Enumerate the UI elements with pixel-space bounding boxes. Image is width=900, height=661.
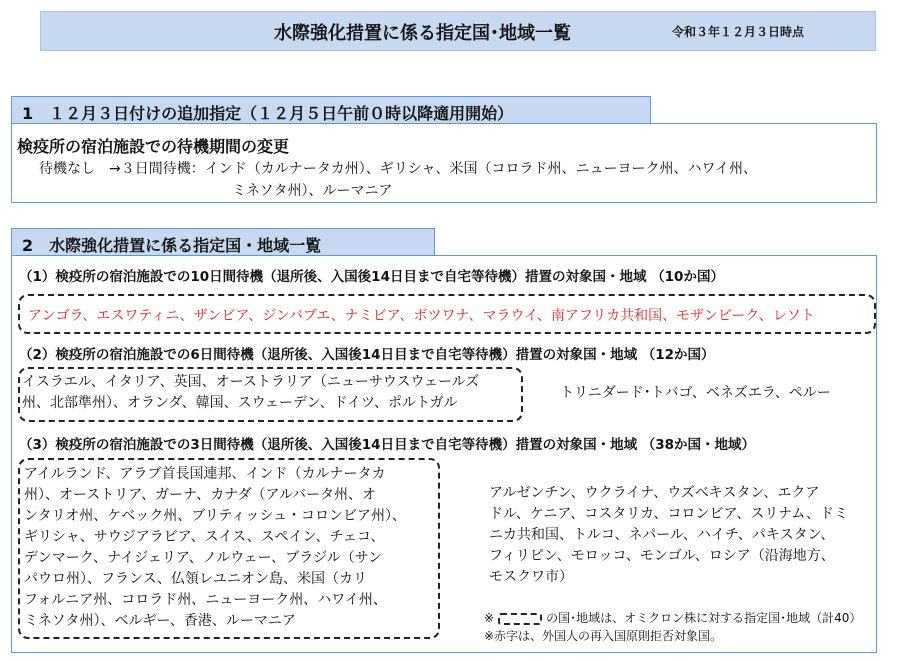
group3-boxed-line: ミネソタ州）、ベルギー、香港、ルーマニア xyxy=(24,613,296,629)
section2-heading: 2 水際強化措置に係る指定国・地域一覧 xyxy=(11,228,435,256)
group3-boxed-line: デンマーク、ナイジェリア、ノルウェー、ブラジル（サン xyxy=(24,550,383,566)
note1-prefix: ※ xyxy=(484,611,495,625)
note2: ※赤字は、外国人の再入国原則拒否対象国。 xyxy=(484,629,723,643)
group3-other-line: フィリピン、モロッコ、モンゴル、ロシア（沿海地方、 xyxy=(489,548,835,564)
group2-title: （2）検疫所の宿泊施設での6日間待機（退所後、入国後14日目まで自宅等待機）措置の対象国・地域 （12か国） xyxy=(19,347,715,363)
section1-heading: 1 １２月３日付けの追加指定（１２月５日午前０時以降適用開始） xyxy=(11,96,651,124)
group3-other-line: モスクワ市） xyxy=(489,569,573,585)
page-title: 水際強化措置に係る指定国･地域一覧 xyxy=(274,23,571,44)
section1-subtitle: 検疫所の宿泊施設での待機期間の変更 xyxy=(17,137,290,156)
group3-boxed-line: ギリシャ、サウジアラビア、スイス、スペイン、チェコ、 xyxy=(24,529,385,545)
group3-title: （3）検疫所の宿泊施設での3日間待機（退所後、入国後14日目まで自宅等待機）措置の対象国・地域 （38か国・地域） xyxy=(19,437,756,453)
group3-other-line: アルゼンチン、ウクライナ、ウズベキスタン、エクア xyxy=(489,485,820,501)
section1-line1: 待機なし →３日間待機：インド（カルナータカ州）、ギリシャ、米国（コロラド州、ニューヨーク州、ハワイ州、 xyxy=(39,161,758,177)
dashed-legend-icon xyxy=(498,613,542,625)
group2-boxed-line: 州、北部準州）、オランダ、韓国、スウェーデン、ドイツ、ポルトガル xyxy=(22,395,458,411)
group2-boxed-line: イスラエル、イタリア、英国、オーストラリア（ニューサウスウェールズ xyxy=(22,374,480,390)
group3-boxed-line: 州）、オーストリア、ガーナ、カナダ（アルバータ州、オ xyxy=(24,487,376,503)
group3-boxed-line: ンタリオ州、ケベック州、ブリティッシュ・コロンビア州）、 xyxy=(24,508,407,524)
section1-line2: ミネソタ州）、ルーマニア xyxy=(232,183,393,199)
group3-other-line: ニカ共和国、トルコ、ネパール、ハイチ、パキスタン、 xyxy=(489,527,835,543)
group2-other: トリニダード･トバゴ、ベネズエラ、ペルー xyxy=(560,385,831,401)
note1-text: の国･地域は、オミクロン株に対する指定国･地域（計40） xyxy=(546,611,862,625)
note1 xyxy=(484,609,861,626)
page-date: 令和３年１２月３日時点 xyxy=(672,25,805,39)
group1-countries: アンゴラ、エスワティニ、ザンビア、ジンバブエ、ナミビア、ボツワナ、マラウイ、南アフリカ共和国、モザンビーク、レソト xyxy=(28,308,815,324)
group1-title: （1）検疫所の宿泊施設での10日間待機（退所後、入国後14日目まで自宅等待機）措置の対象国・地域 （10か国） xyxy=(19,269,724,285)
group3-other-line: ドル、ケニア、コスタリカ、コロンビア、スリナム、ドミ xyxy=(489,506,848,522)
group3-boxed-line: パウロ州）、フランス、仏領レユニオン島、米国（カリ xyxy=(24,571,367,587)
group3-boxed-line: アイルランド、アラブ首長国連邦、インド（カルナータカ xyxy=(24,466,386,482)
group3-boxed-line: フォルニア州、コロラド州、ニューヨーク州、ハワイ州、 xyxy=(24,592,387,608)
